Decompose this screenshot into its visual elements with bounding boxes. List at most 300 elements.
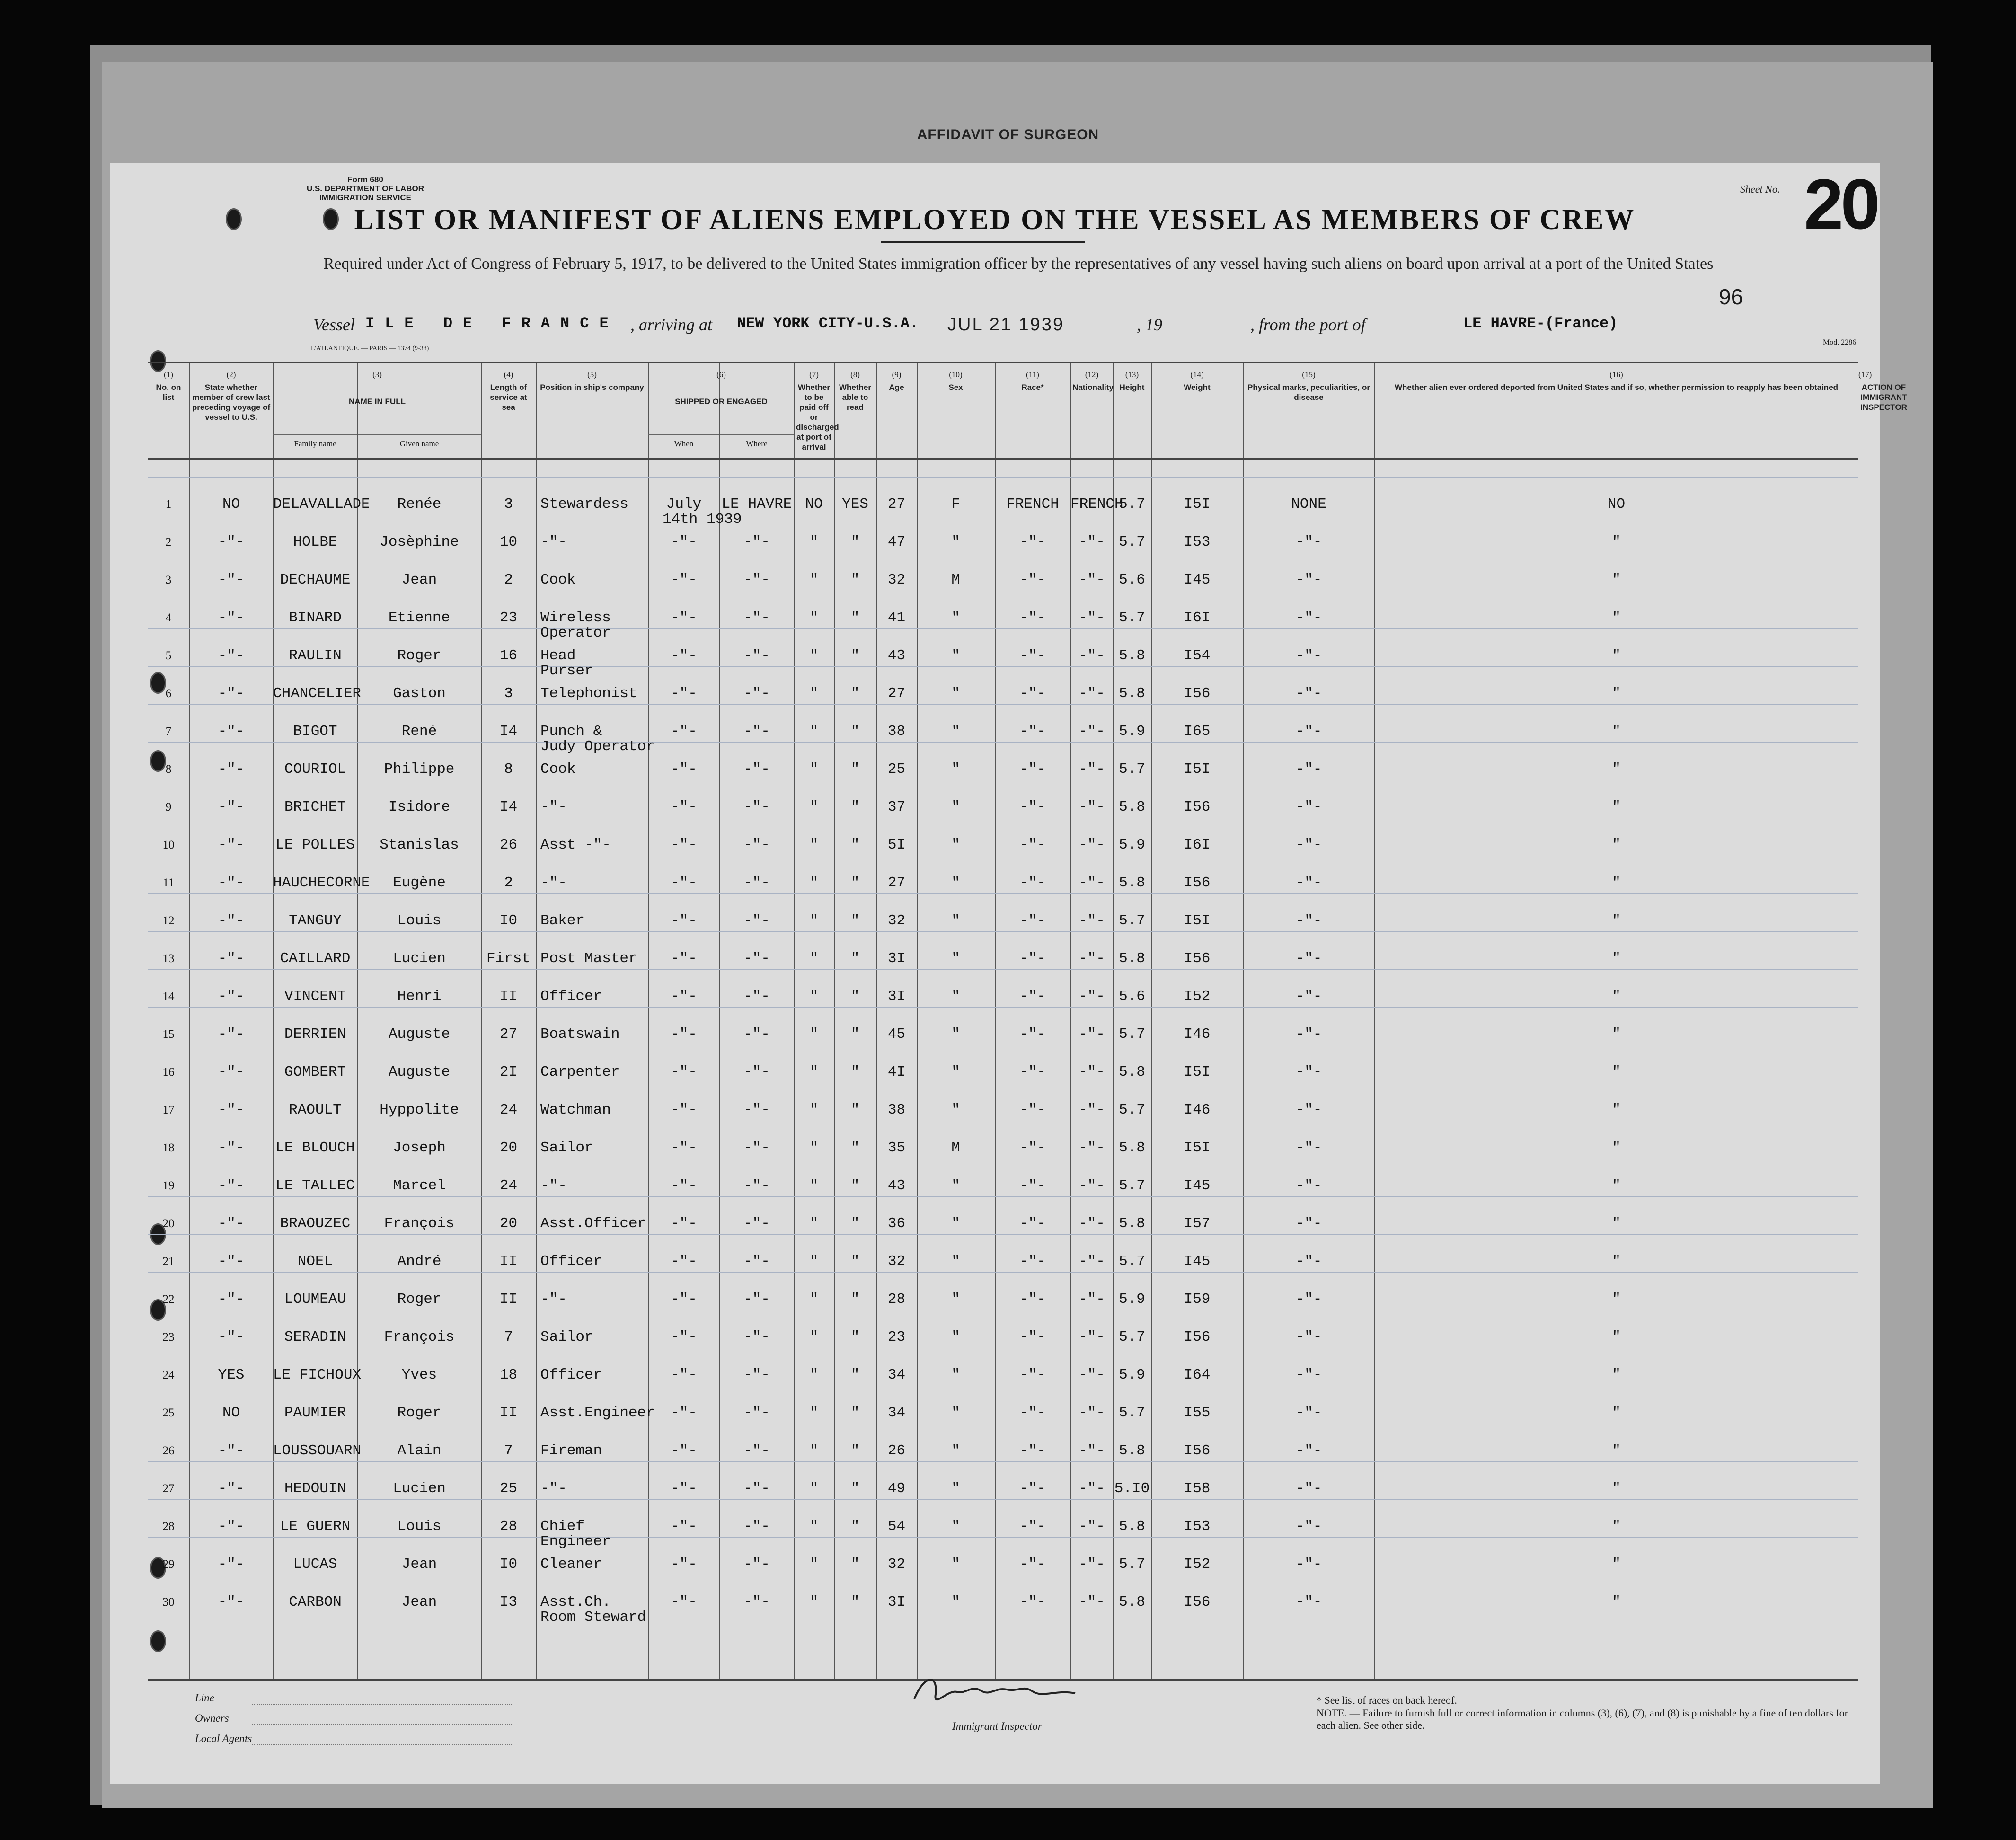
cell-where: -"- — [743, 1215, 770, 1232]
cell-paid: " — [809, 1140, 819, 1156]
column-header: Physical marks, peculiarities, or disease — [1247, 383, 1370, 402]
cell-height: 5.8 — [1119, 1215, 1145, 1232]
cell-read: " — [850, 1064, 860, 1080]
cell-sex: F — [951, 496, 960, 513]
cell-deported: " — [1612, 1026, 1621, 1043]
cell-n: 25 — [162, 1407, 175, 1419]
cell-sex: " — [951, 1329, 960, 1345]
row-rule — [148, 666, 1858, 667]
cell-read: " — [850, 1253, 860, 1270]
cell-given: Roger — [397, 1291, 442, 1308]
cell-nat: -"- — [1079, 1291, 1105, 1308]
column-number: (13) — [1125, 370, 1139, 379]
cell-race: -"- — [1019, 723, 1046, 740]
column-number: (5) — [587, 370, 597, 379]
cell-nat: -"- — [1079, 1480, 1105, 1497]
cell-sex: " — [951, 1518, 960, 1535]
cell-weight: I57 — [1184, 1215, 1211, 1232]
cell-weight: I6I — [1184, 837, 1211, 853]
cell-position: -"- — [540, 1291, 567, 1308]
cell-height: 5.6 — [1119, 988, 1145, 1005]
cell-height: 5.9 — [1119, 723, 1145, 740]
cell-sex: " — [951, 1253, 960, 1270]
cell-race: -"- — [1019, 988, 1046, 1005]
column-number: (10) — [949, 370, 963, 379]
cell-where: -"- — [743, 912, 770, 929]
cell-height: 5.7 — [1119, 1026, 1145, 1043]
cell-weight: I59 — [1184, 1291, 1211, 1308]
header-rule — [148, 458, 1858, 460]
cell-marks: -"- — [1295, 1026, 1322, 1043]
cell-where: -"- — [743, 1367, 770, 1383]
cell-read: " — [850, 1518, 860, 1535]
cell-prev: -"- — [218, 761, 245, 778]
cell-age: 35 — [887, 1140, 906, 1156]
cell-where: -"- — [743, 1102, 770, 1118]
column-header: Age — [889, 383, 904, 392]
cell-service: 27 — [499, 1026, 518, 1043]
cell-given: François — [384, 1215, 455, 1232]
cell-deported: " — [1612, 1518, 1621, 1535]
affidavit-heading: AFFIDAVIT OF SURGEON — [917, 127, 1099, 142]
cell-race: -"- — [1019, 1329, 1046, 1345]
cell-service: II — [499, 988, 518, 1005]
cell-family: LOUMEAU — [284, 1291, 346, 1308]
cell-position-line2: Purser — [540, 663, 593, 679]
cell-service: 20 — [499, 1215, 518, 1232]
cell-family: CAILLARD — [280, 950, 351, 967]
cell-race: -"- — [1019, 572, 1046, 588]
cell-nat: -"- — [1079, 1442, 1105, 1459]
cell-marks: -"- — [1295, 610, 1322, 626]
cell-age: 27 — [887, 875, 906, 891]
cell-weight: I56 — [1184, 799, 1211, 815]
cell-read: " — [850, 799, 860, 815]
cell-position: -"- — [540, 1177, 567, 1194]
column-header: Race* — [1021, 383, 1044, 392]
cell-height: 5.8 — [1119, 1594, 1145, 1610]
cell-weight: I45 — [1184, 1253, 1211, 1270]
cell-marks: -"- — [1295, 1177, 1322, 1194]
cell-deported: " — [1612, 1291, 1621, 1308]
from-port-label: , from the port of — [1250, 315, 1366, 334]
cell-deported: " — [1612, 534, 1621, 550]
cell-where: -"- — [743, 1177, 770, 1194]
cell-race: -"- — [1019, 950, 1046, 967]
cell-marks: -"- — [1295, 1102, 1322, 1118]
cell-service: 25 — [499, 1480, 518, 1497]
column-header: Height — [1119, 383, 1145, 392]
cell-position: Punch & — [540, 723, 602, 740]
cell-n: 8 — [165, 763, 172, 776]
cell-position-line2: Engineer — [540, 1533, 611, 1550]
cell-marks: -"- — [1295, 1405, 1322, 1421]
cell-when: -"- — [671, 1480, 697, 1497]
cell-when: -"- — [671, 761, 697, 778]
cell-height: 5.8 — [1119, 950, 1145, 967]
cell-sex: " — [951, 647, 960, 664]
cell-when: -"- — [671, 1556, 697, 1573]
cell-nat: -"- — [1079, 685, 1105, 702]
cell-family: GOMBERT — [284, 1064, 346, 1080]
column-header: State whether member of crew last preceding voyage of vessel to U.S. — [192, 383, 271, 422]
form-number: Form 680 — [347, 175, 383, 184]
cell-position: Asst.Engineer — [540, 1405, 655, 1421]
cell-paid: " — [809, 912, 819, 929]
cell-age: 36 — [887, 1215, 906, 1232]
column-header: SHIPPED OR ENGAGED — [675, 397, 768, 406]
cell-height: 5.7 — [1119, 761, 1145, 778]
cell-sex: M — [951, 572, 960, 588]
cell-sex: " — [951, 1026, 960, 1043]
cell-height: 5.8 — [1119, 647, 1145, 664]
cell-service: 2 — [504, 875, 513, 891]
cell-paid: " — [809, 1556, 819, 1573]
cell-family: VINCENT — [284, 988, 346, 1005]
cell-given: Auguste — [388, 1026, 451, 1043]
cell-service: 23 — [499, 610, 518, 626]
owners-rule — [252, 1724, 512, 1725]
cell-sex: " — [951, 1064, 960, 1080]
cell-nat: FRENCH — [1070, 496, 1123, 513]
cell-given: Louis — [397, 1518, 442, 1535]
cell-race: -"- — [1019, 1253, 1046, 1270]
cell-race: -"- — [1019, 799, 1046, 815]
cell-position: Head — [540, 647, 576, 664]
cell-race: -"- — [1019, 1594, 1046, 1610]
cell-race: -"- — [1019, 647, 1046, 664]
row-rule — [148, 1007, 1858, 1008]
title-rule — [881, 241, 1085, 243]
cell-when: -"- — [671, 1367, 697, 1383]
cell-when: -"- — [671, 572, 697, 588]
column-number: (8) — [850, 370, 860, 379]
cell-when: -"- — [671, 1102, 697, 1118]
cell-sex: " — [951, 1405, 960, 1421]
column-number: (16) — [1609, 370, 1623, 379]
cell-position: Officer — [540, 988, 602, 1005]
cell-service: 3 — [504, 496, 513, 513]
cell-nat: -"- — [1079, 723, 1105, 740]
cell-height: 5.8 — [1119, 799, 1145, 815]
cell-age: 32 — [887, 1253, 906, 1270]
cell-read: " — [850, 837, 860, 853]
cell-age: 27 — [887, 685, 906, 702]
cell-prev: -"- — [218, 875, 245, 891]
cell-where: -"- — [743, 723, 770, 740]
cell-deported: " — [1612, 647, 1621, 664]
sheet-number: 20 — [1804, 164, 1877, 244]
cell-height: 5.7 — [1119, 1253, 1145, 1270]
cell-age: 34 — [887, 1405, 906, 1421]
cell-given: Joseph — [393, 1140, 446, 1156]
cell-when: -"- — [671, 1291, 697, 1308]
cell-prev: -"- — [218, 1480, 245, 1497]
column-number: (6) — [716, 370, 726, 379]
cell-prev: YES — [218, 1367, 245, 1383]
column-divider — [536, 363, 537, 1679]
cell-paid: " — [809, 1177, 819, 1194]
cell-n: 16 — [162, 1066, 175, 1079]
cell-sex: " — [951, 534, 960, 550]
cell-nat: -"- — [1079, 875, 1105, 891]
cell-sex: " — [951, 1367, 960, 1383]
cell-race: -"- — [1019, 1064, 1046, 1080]
cell-race: -"- — [1019, 1026, 1046, 1043]
cell-paid: " — [809, 1405, 819, 1421]
cell-marks: -"- — [1295, 875, 1322, 891]
cell-sex: " — [951, 610, 960, 626]
cell-n: 24 — [162, 1369, 175, 1381]
cell-where: -"- — [743, 1064, 770, 1080]
row-rule — [148, 1537, 1858, 1538]
cell-position: Officer — [540, 1367, 602, 1383]
cell-where: -"- — [743, 761, 770, 778]
cell-race: FRENCH — [1006, 496, 1059, 513]
cell-position: Carpenter — [540, 1064, 620, 1080]
cell-family: HOLBE — [293, 534, 337, 550]
cell-family: PAUMIER — [284, 1405, 346, 1421]
cell-position: Asst -"- — [540, 837, 611, 853]
cell-age: 28 — [887, 1291, 906, 1308]
cell-n: 1 — [165, 498, 172, 511]
cell-service: I4 — [499, 723, 518, 740]
cell-when: -"- — [671, 912, 697, 929]
cell-nat: -"- — [1079, 572, 1105, 588]
manifest-page — [110, 163, 1907, 1784]
cell-when: -"- — [671, 1442, 697, 1459]
cell-prev: -"- — [218, 1253, 245, 1270]
cell-service: 8 — [504, 761, 513, 778]
cell-paid: " — [809, 761, 819, 778]
cell-age: 26 — [887, 1442, 906, 1459]
cell-prev: -"- — [218, 1064, 245, 1080]
cell-read: " — [850, 1405, 860, 1421]
cell-age: 47 — [887, 534, 906, 550]
cell-race: -"- — [1019, 1291, 1046, 1308]
cell-family: NOEL — [297, 1253, 333, 1270]
cell-paid: " — [809, 1026, 819, 1043]
cell-marks: -"- — [1295, 988, 1322, 1005]
cell-read: " — [850, 1291, 860, 1308]
cell-height: 5.8 — [1119, 1518, 1145, 1535]
cell-where: -"- — [743, 1518, 770, 1535]
cell-service: 2I — [499, 1064, 518, 1080]
row-rule — [148, 1196, 1858, 1197]
local-agents-label: Local Agents — [195, 1733, 252, 1744]
cell-paid: " — [809, 1594, 819, 1610]
arriving-label: , arriving at — [630, 315, 713, 334]
cell-service: 7 — [504, 1329, 513, 1345]
printer-imprint: L'ATLANTIQUE. — PARIS — 1374 (9-38) — [311, 345, 429, 352]
cell-given: Jean — [401, 1594, 437, 1610]
cell-race: -"- — [1019, 1556, 1046, 1573]
cell-prev: -"- — [218, 950, 245, 967]
cell-where: -"- — [743, 1480, 770, 1497]
cell-given: Auguste — [388, 1064, 451, 1080]
cell-marks: -"- — [1295, 1518, 1322, 1535]
cell-deported: " — [1612, 761, 1621, 778]
cell-when: -"- — [671, 647, 697, 664]
cell-service: I4 — [499, 799, 518, 815]
cell-height: 5.7 — [1119, 1405, 1145, 1421]
cell-height: 5.7 — [1119, 1102, 1145, 1118]
cell-where: LE HAVRE — [721, 496, 792, 513]
races-footnote: * See list of races on back hereof. — [1317, 1694, 1457, 1706]
stamped-number: 96 — [1719, 284, 1743, 309]
cell-when: -"- — [671, 988, 697, 1005]
cell-when: -"- — [671, 1253, 697, 1270]
cell-nat: -"- — [1079, 1140, 1105, 1156]
cell-when: -"- — [671, 1064, 697, 1080]
column-header: NAME IN FULL — [349, 397, 406, 406]
cell-family: LE BLOUCH — [275, 1140, 355, 1156]
column-header: Nationality — [1072, 383, 1114, 392]
cell-given: Yves — [401, 1367, 437, 1383]
cell-weight: I54 — [1184, 647, 1211, 664]
cell-family: DELAVALLADE — [273, 496, 370, 513]
cell-nat: -"- — [1079, 1253, 1105, 1270]
cell-n: 23 — [162, 1331, 175, 1344]
cell-weight: I56 — [1184, 1594, 1211, 1610]
cell-prev: -"- — [218, 1291, 245, 1308]
column-number: (12) — [1085, 370, 1099, 379]
row-rule — [148, 1234, 1858, 1235]
cell-service: 2 — [504, 572, 513, 588]
cell-n: 27 — [162, 1482, 175, 1495]
cell-sex: " — [951, 1556, 960, 1573]
cell-prev: -"- — [218, 1026, 245, 1043]
cell-n: 17 — [162, 1104, 175, 1116]
cell-paid: " — [809, 1442, 819, 1459]
cell-weight: I53 — [1184, 1518, 1211, 1535]
cell-race: -"- — [1019, 1367, 1046, 1383]
cell-position-line2: Room Steward — [540, 1609, 646, 1626]
page-title: LIST OR MANIFEST OF ALIENS EMPLOYED ON THE VESSEL AS MEMBERS OF CREW — [354, 204, 1636, 236]
cell-read: " — [850, 1215, 860, 1232]
cell-age: 32 — [887, 912, 906, 929]
cell-age: 38 — [887, 723, 906, 740]
cell-nat: -"- — [1079, 988, 1105, 1005]
cell-family: LE FICHOUX — [273, 1367, 362, 1383]
cell-prev: -"- — [218, 837, 245, 853]
column-subheader: Where — [746, 439, 768, 448]
cell-weight: I65 — [1184, 723, 1211, 740]
cell-sex: " — [951, 1102, 960, 1118]
cell-position: Sailor — [540, 1329, 593, 1345]
cell-age: 3I — [887, 950, 906, 967]
cell-paid: " — [809, 1329, 819, 1345]
cell-marks: -"- — [1295, 1329, 1322, 1345]
cell-nat: -"- — [1079, 912, 1105, 929]
column-number: (15) — [1302, 370, 1316, 379]
cell-service: I3 — [499, 1594, 518, 1610]
cell-given: Renée — [397, 496, 442, 513]
row-rule — [148, 893, 1858, 894]
cell-race: -"- — [1019, 1215, 1046, 1232]
cell-given: Philippe — [384, 761, 455, 778]
column-subheader: When — [674, 439, 694, 448]
cell-n: 29 — [162, 1558, 175, 1571]
cell-n: 15 — [162, 1028, 175, 1041]
cell-n: 7 — [165, 725, 172, 738]
cell-n: 11 — [162, 876, 175, 889]
cell-nat: -"- — [1079, 1064, 1105, 1080]
cell-nat: -"- — [1079, 761, 1105, 778]
cell-when: -"- — [671, 799, 697, 815]
cell-marks: -"- — [1295, 685, 1322, 702]
cell-marks: -"- — [1295, 912, 1322, 929]
cell-race: -"- — [1019, 761, 1046, 778]
cell-weight: I52 — [1184, 1556, 1211, 1573]
column-number: (2) — [226, 370, 236, 379]
cell-prev: -"- — [218, 723, 245, 740]
cell-when-line2: 14th 1939 — [663, 511, 742, 528]
cell-n: 19 — [162, 1179, 175, 1192]
cell-sex: " — [951, 1177, 960, 1194]
cell-n: 13 — [162, 952, 175, 965]
cell-marks: -"- — [1295, 572, 1322, 588]
column-header: Position in ship's company — [540, 383, 644, 392]
cell-where: -"- — [743, 1291, 770, 1308]
cell-nat: -"- — [1079, 837, 1105, 853]
cell-weight: I56 — [1184, 685, 1211, 702]
row-rule — [148, 969, 1858, 970]
cell-when: -"- — [671, 723, 697, 740]
cell-deported: " — [1612, 1329, 1621, 1345]
cell-read: " — [850, 685, 860, 702]
cell-given: Lucien — [393, 950, 446, 967]
cell-given: René — [401, 723, 437, 740]
cell-paid: " — [809, 1253, 819, 1270]
cell-given: Roger — [397, 647, 442, 664]
cell-height: 5.9 — [1119, 1291, 1145, 1308]
cell-when: -"- — [671, 1405, 697, 1421]
cell-position: -"- — [540, 875, 567, 891]
cell-height: 5.7 — [1119, 496, 1145, 513]
cell-when: -"- — [671, 1518, 697, 1535]
cell-given: Alain — [397, 1442, 442, 1459]
cell-family: LE TALLEC — [275, 1177, 355, 1194]
column-number: (14) — [1190, 370, 1204, 379]
cell-sex: " — [951, 950, 960, 967]
cell-service: II — [499, 1291, 518, 1308]
cell-sex: " — [951, 1215, 960, 1232]
cell-where: -"- — [743, 1405, 770, 1421]
cell-paid: " — [809, 647, 819, 664]
cell-position: Boatswain — [540, 1026, 620, 1043]
cell-where: -"- — [743, 799, 770, 815]
cell-given: Marcel — [393, 1177, 446, 1194]
cell-given: Henri — [397, 988, 442, 1005]
cell-deported: " — [1612, 1480, 1621, 1497]
year-label: , 19 — [1137, 315, 1162, 334]
cell-given: Hyppolite — [380, 1102, 459, 1118]
cell-race: -"- — [1019, 1518, 1046, 1535]
cell-read: " — [850, 1480, 860, 1497]
cell-read: " — [850, 1442, 860, 1459]
cell-position: Cook — [540, 572, 576, 588]
cell-where: -"- — [743, 534, 770, 550]
cell-prev: -"- — [218, 1215, 245, 1232]
sheet-label: Sheet No. — [1740, 183, 1780, 195]
row-rule — [148, 931, 1858, 932]
cell-read: " — [850, 1177, 860, 1194]
cell-paid: " — [809, 837, 819, 853]
cell-age: 32 — [887, 1556, 906, 1573]
form-service: IMMIGRATION SERVICE — [319, 193, 411, 202]
column-number: (3) — [372, 370, 382, 379]
